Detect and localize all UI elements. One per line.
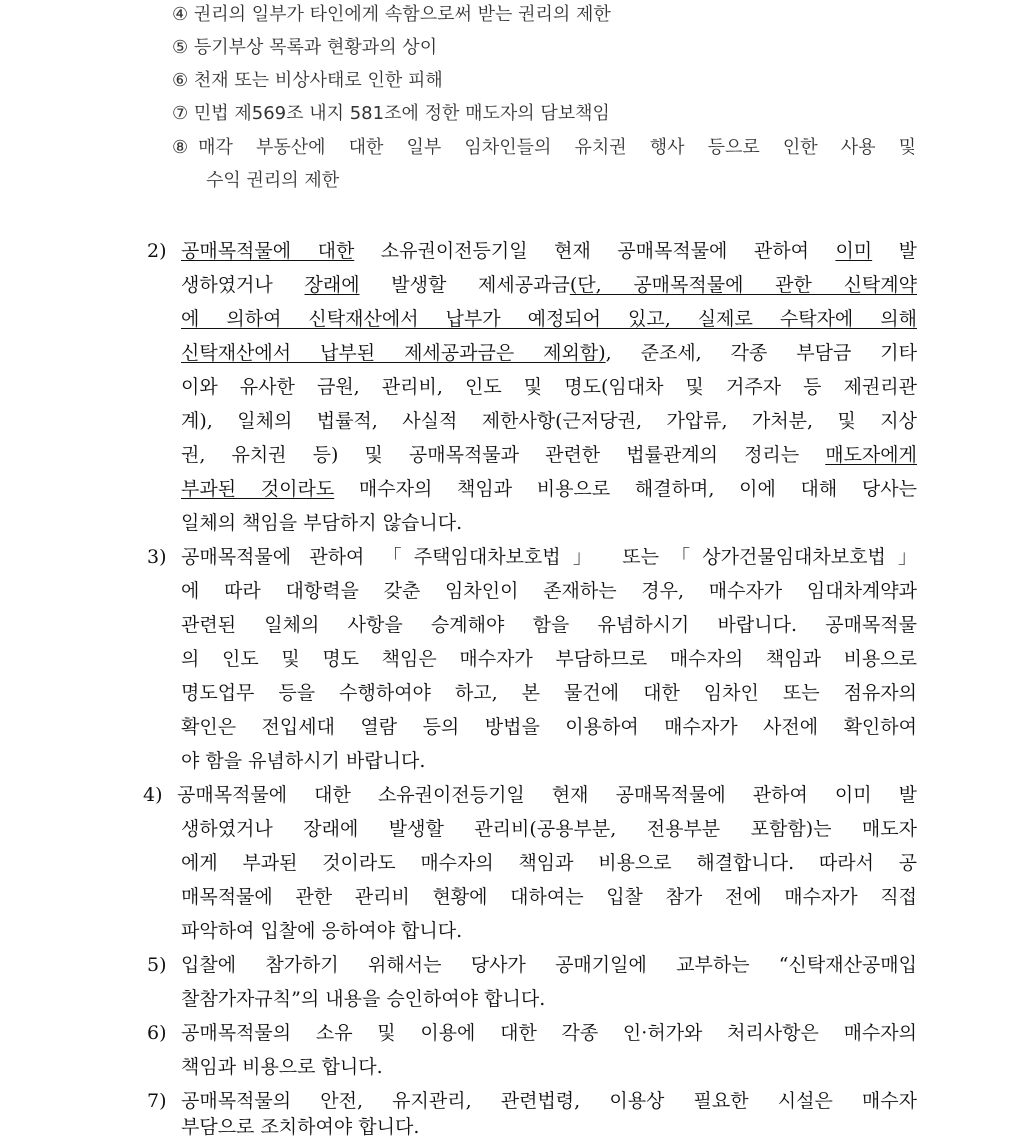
underlined-text: 부과된 것이라도 — [181, 478, 335, 500]
underlined-text: 신탁재산에서 납부된 제세공과금은 제외함) — [181, 342, 606, 364]
text-segment: 발생할 제세공과금 — [359, 274, 570, 296]
sub-item-7 — [172, 102, 610, 126]
item-number: 4) — [143, 784, 163, 806]
sub-item-marker: ⑥ — [172, 70, 189, 91]
item-4-line-4: 매목적물에 관한 관리비 현황에 대하여는 입찰 참가 전에 매수자가 직접 — [181, 886, 917, 908]
sub-item-text: 천재 또는 비상사태로 인한 피해 — [193, 70, 443, 91]
item-2-line-7 — [181, 443, 917, 467]
underlined-text: 장래에 — [304, 274, 360, 296]
underlined-text: (단, 공매목적물에 관한 신탁계약 — [569, 274, 917, 296]
item-2-line-3: 에 의하여 신탁재산에서 납부가 예정되어 있고, 실제로 수탁자에 의해 — [181, 308, 917, 330]
text-segment: 생하였거나 — [181, 274, 305, 296]
item-7-line-2: 부담으로 조치하여야 합니다. — [181, 1116, 420, 1138]
item-3-line-6: 확인은 전입세대 열람 등의 방법을 이용하여 매수자가 사전에 확인하여 — [181, 716, 917, 738]
sub-item-marker: ⑦ — [172, 103, 189, 124]
item-5-line-2: 찰참가자규칙”의 내용을 승인하여야 합니다. — [181, 988, 546, 1010]
text-segment: 매수자의 책임과 비용으로 해결하며, 이에 대해 당사는 — [334, 478, 917, 500]
item-number: 5) — [147, 954, 167, 976]
item-3-line-1: 공매목적물에 관하여 「주택임대차보호법」 또는「상가건물임대차보호법」 — [181, 546, 917, 568]
item-4-line-3: 에게 부과된 것이라도 매수자의 책임과 비용으로 해결합니다. 따라서 공 — [181, 852, 917, 874]
sub-item-text: 등기부상 목록과 현황과의 상이 — [193, 37, 438, 58]
sub-item-8-continuation: 수익 권리의 제한 — [206, 170, 340, 191]
item-2-line-8 — [181, 477, 917, 501]
item-4-line-1: 공매목적물에 대한 소유권이전등기일 현재 공매목적물에 관하여 이미 발 — [177, 784, 917, 806]
sub-item-4 — [172, 3, 611, 27]
item-2-line-9: 일체의 책임을 부담하지 않습니다. — [181, 512, 463, 534]
item-6-line-1: 공매목적물의 소유 및 이용에 대한 각종 인·허가와 처리사항은 매수자의 — [181, 1022, 917, 1044]
sub-item-text-content: 매각 부동산에 대한 일부 임차인들의 유치권 행사 등으로 인한 사용 및 — [198, 137, 916, 158]
item-number: 6) — [147, 1022, 167, 1044]
sub-item-6 — [172, 69, 443, 93]
item-3-line-3: 관련된 일체의 사항을 승계해야 함을 유념하시기 바랍니다. 공매목적물 — [181, 614, 917, 636]
underlined-text: 이미 — [835, 240, 873, 262]
item-2-line-5: 이와 유사한 금원, 관리비, 인도 및 명도(임대차 및 거주자 등 제권리관 — [181, 376, 917, 398]
item-3-line-7: 야 함을 유념하시기 바랍니다. — [181, 750, 426, 772]
item-number: 2) — [147, 240, 167, 262]
underlined-text: 공매목적물에 대한 — [181, 240, 355, 262]
item-2-line-6: 계), 일체의 법률적, 사실적 제한사항(근저당권, 가압류, 가처분, 및 지상 — [181, 410, 917, 432]
item-4-line-5: 파악하여 입찰에 응하여야 합니다. — [181, 920, 463, 942]
sub-item-marker: ④ — [172, 4, 189, 25]
sub-item-text: 권리의 일부가 타인에게 속함으로써 받는 권리의 제한 — [193, 4, 611, 25]
item-2-line-2 — [181, 273, 917, 297]
text-segment: 권, 유치권 등) 및 공매목적물과 관련한 법률관계의 정리는 — [181, 444, 826, 466]
sub-item-5 — [172, 36, 437, 60]
item-3-line-4: 의 인도 및 명도 책임은 매수자가 부담하므로 매수자의 책임과 비용으로 — [181, 648, 917, 670]
sub-item-text: 민법 제569조 내지 581조에 정한 매도자의 담보책임 — [193, 103, 610, 124]
item-6-line-2: 책임과 비용으로 합니다. — [181, 1056, 383, 1078]
sub-item-text — [198, 136, 916, 160]
sub-item-marker: ⑤ — [172, 37, 189, 58]
item-7-line-1: 공매목적물의 안전, 유지관리, 관련법령, 이용상 필요한 시설은 매수자 — [181, 1090, 917, 1112]
item-5-line-1: 입찰에 참가하기 위해서는 당사가 공매기일에 교부하는 “신탁재산공매입 — [181, 954, 917, 976]
item-4-line-2: 생하였거나 장래에 발생할 관리비(공용부분, 전용부분 포함함)는 매도자 — [181, 818, 917, 840]
text-segment: 발 — [872, 240, 917, 262]
item-3-line-2: 에 따라 대항력을 갖춘 임차인이 존재하는 경우, 매수자가 임대차계약과 — [181, 580, 917, 602]
text-segment: , 준조세, 각종 부담금 기타 — [605, 342, 918, 364]
text-segment: 소유권이전등기일 현재 공매목적물에 관하여 — [354, 240, 836, 262]
item-number: 3) — [147, 546, 167, 568]
item-2-line-1 — [181, 239, 917, 263]
item-3-line-5: 명도업무 등을 수행하여야 하고, 본 물건에 대한 임차인 또는 점유자의 — [181, 682, 917, 704]
underlined-text: 매도자에게 — [825, 444, 917, 466]
sub-item-8 — [172, 136, 916, 160]
item-number: 7) — [147, 1090, 167, 1112]
item-2-line-4 — [181, 341, 917, 365]
sub-item-marker: ⑧ — [172, 137, 189, 158]
